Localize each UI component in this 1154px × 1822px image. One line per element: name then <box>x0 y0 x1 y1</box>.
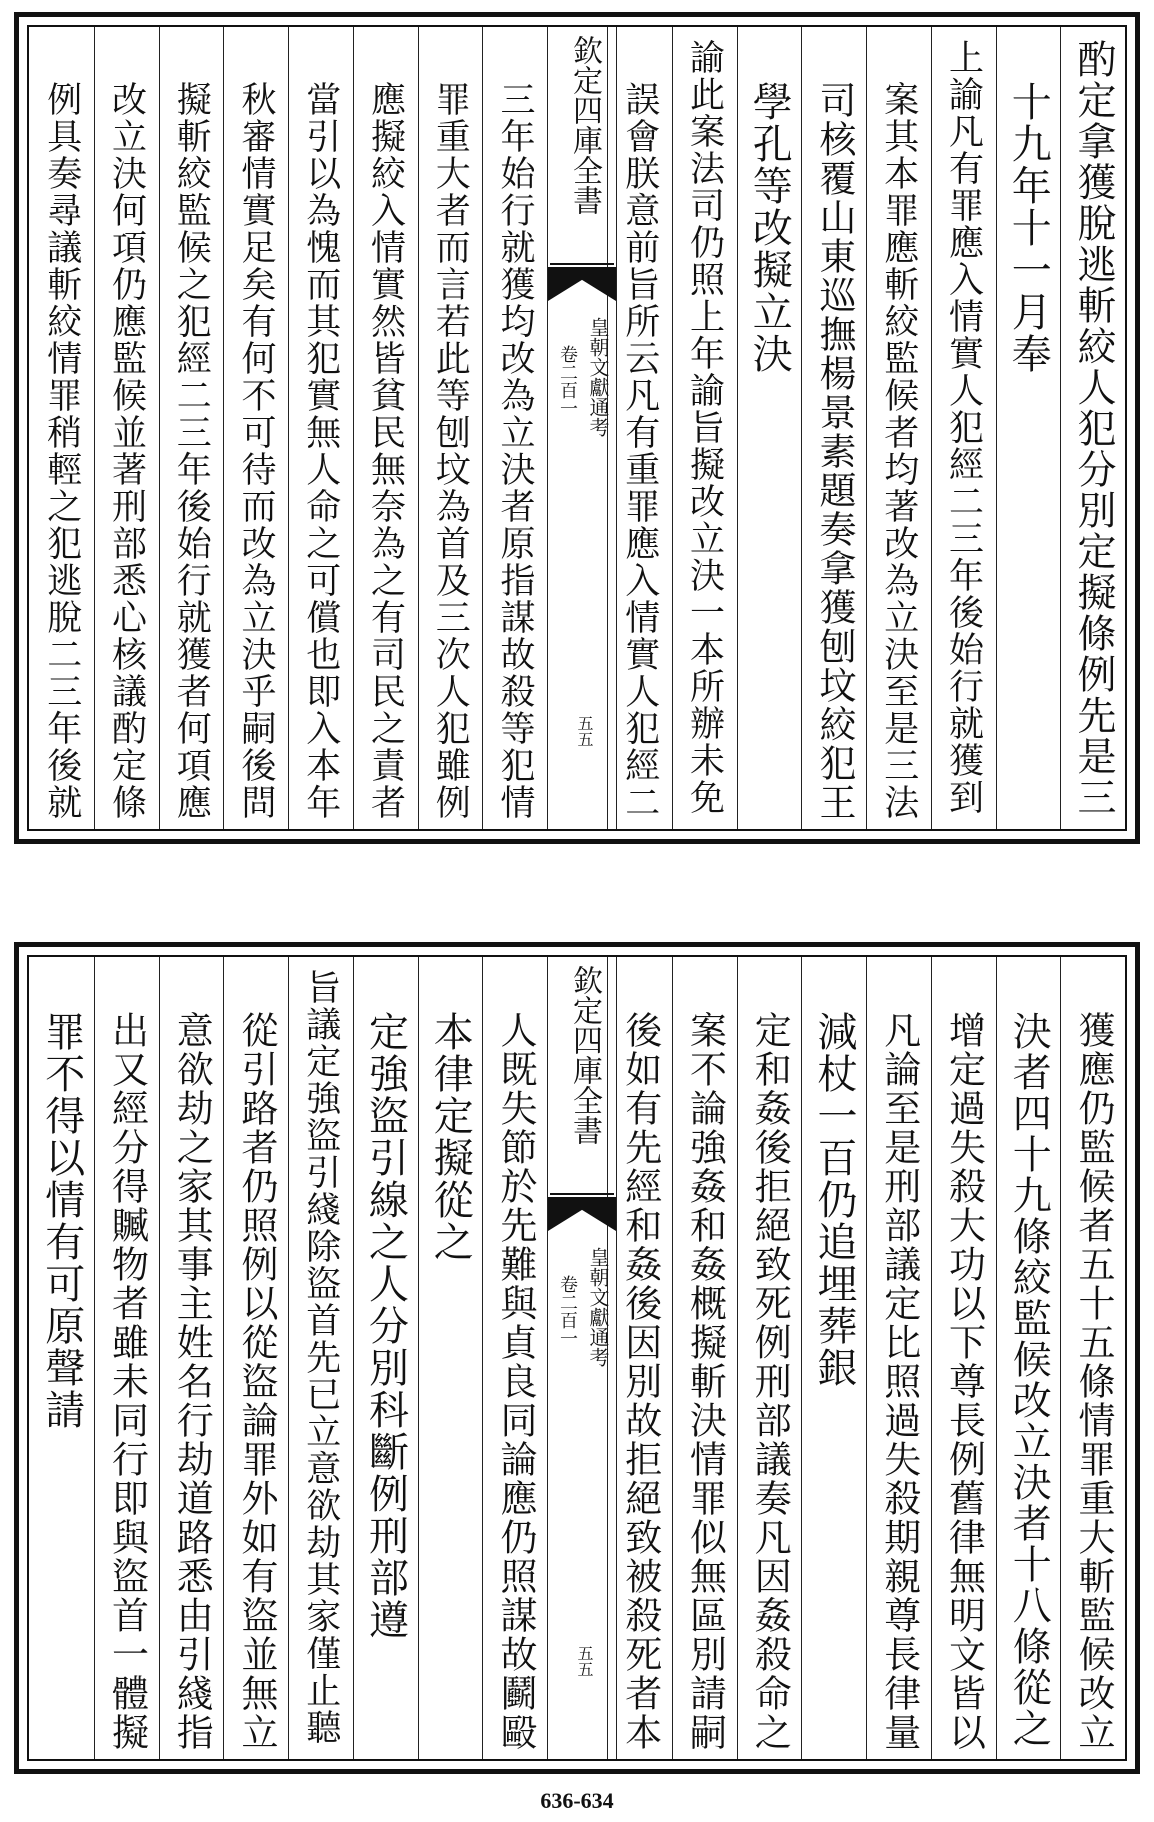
top-spine <box>547 27 617 829</box>
column-text: 罪不得以情有可原聲請 <box>38 1011 85 1431</box>
column-text: 獲應仍監候者五十五條情罪重大斬監候改立 <box>1072 1011 1115 1752</box>
book-title: 欽定四庫全書 <box>567 965 602 1145</box>
text-column <box>94 27 159 829</box>
fish-tail-mark <box>548 1197 616 1231</box>
text-column <box>482 27 547 829</box>
text-column <box>288 27 353 829</box>
text-column <box>418 957 483 1759</box>
text-column <box>1060 27 1125 829</box>
fish-tail-mark <box>548 267 616 301</box>
text-column <box>159 27 224 829</box>
column-text: 出又經分得贓物者雖未同行即與盜首一體擬 <box>105 1011 149 1752</box>
column-text: 上諭凡有罪應入情實人犯經二三年後始行就獲到 <box>943 39 984 816</box>
text-column <box>672 27 737 829</box>
bottom-spine <box>547 957 617 1759</box>
book-title: 欽定四庫全書 <box>567 35 602 215</box>
text-column <box>94 957 159 1759</box>
column-text: 罪重大者而言若此等刨坟為首及三次人犯雖例 <box>430 81 471 821</box>
text-column <box>353 27 418 829</box>
bottom-right-half <box>617 957 1125 1759</box>
text-column <box>29 27 94 829</box>
text-column <box>737 27 802 829</box>
column-text: 定強盜引線之人分別科斷例刑部遵 <box>362 1011 409 1641</box>
text-column <box>29 957 94 1759</box>
text-column <box>223 27 288 829</box>
page-number: 五五 <box>575 715 594 747</box>
text-column <box>866 957 931 1759</box>
column-text: 旨議定強盜引綫除盜首先已立意欲劫其家僅止聽 <box>300 969 341 1746</box>
column-text: 三年始行就獲均改為立決者原指謀故殺等犯情 <box>495 81 535 821</box>
page-number: 五五 <box>575 1645 594 1677</box>
column-text: 改立決何項仍應監候並著刑部悉心核議酌定條 <box>106 81 147 821</box>
text-column <box>931 27 996 829</box>
column-text: 司核覆山東巡撫楊景素題奏拿獲刨坟絞犯王 <box>813 81 856 822</box>
column-text: 擬斬絞監候之犯經二三年後始行就獲者何項應 <box>171 81 212 821</box>
column-text: 案不論強姦和姦概擬斬決情罪似無區別請嗣 <box>683 1011 727 1752</box>
text-column <box>159 957 224 1759</box>
text-column <box>418 27 483 829</box>
top-page <box>14 12 1140 844</box>
text-column <box>672 957 737 1759</box>
page-reference: 636-634 <box>540 1788 614 1813</box>
text-column <box>931 957 996 1759</box>
fish-tail-line <box>550 1193 614 1195</box>
column-text: 案其本罪應斬絞監候者均著改為立決至是三法 <box>878 81 919 821</box>
work-title: 皇朝文獻通考 <box>586 1247 610 1367</box>
column-text: 定和姦後拒絕致死例刑部議奏凡因姦殺命之 <box>748 1011 792 1752</box>
text-column <box>482 957 547 1759</box>
top-right-half <box>617 27 1125 829</box>
column-text: 秋審情實足矣有何不可待而改為立決乎嗣後問 <box>236 81 276 821</box>
volume-label: 卷二百一 <box>557 1275 578 1347</box>
text-column <box>288 957 353 1759</box>
column-text: 應擬絞入情實然皆貧民無奈為之有司民之責者 <box>365 81 406 821</box>
column-text: 凡論至是刑部議定比照過失殺期親尊長律量 <box>877 1011 921 1752</box>
volume-label: 卷二百一 <box>557 345 578 417</box>
text-column <box>223 957 288 1759</box>
text-column <box>353 957 418 1759</box>
bottom-left-half <box>29 957 547 1759</box>
column-text: 後如有先經和姦後因別故拒絕致被殺死者本 <box>618 1011 662 1752</box>
column-text: 十九年十一月奉 <box>1005 81 1052 375</box>
text-column <box>1060 957 1125 1759</box>
bottom-page-frame <box>27 955 1127 1761</box>
work-title: 皇朝文獻通考 <box>586 317 610 437</box>
bottom-page <box>14 942 1140 1774</box>
fish-tail-line <box>550 263 614 265</box>
column-text: 決者四十九條絞監候改立決者十八條從之 <box>1006 1011 1052 1749</box>
column-text: 酌定拿獲脫逃斬絞人犯分別定擬條例先是三 <box>1071 39 1116 818</box>
column-text: 諭此案法司仍照上年諭旨擬改立決一本所辦未免 <box>684 39 725 816</box>
text-column <box>737 957 802 1759</box>
column-text: 從引路者仍照例以從盜論罪外如有盜並無立 <box>235 1011 278 1752</box>
text-column <box>996 27 1061 829</box>
top-left-half <box>29 27 547 829</box>
top-page-frame <box>27 25 1127 831</box>
text-column <box>996 957 1061 1759</box>
column-text: 例具奏尋議斬絞情罪稍輕之犯逃脫二三年後就 <box>41 81 82 821</box>
column-text: 意欲劫之家其事主姓名行劫道路悉由引綫指 <box>170 1011 214 1752</box>
column-text: 學孔等改擬立決 <box>746 81 793 375</box>
column-text: 減杖一百仍追埋葬銀 <box>811 1011 857 1389</box>
text-column <box>866 27 931 829</box>
column-text: 人既失節於先難與貞良同論應仍照謀故鬬毆 <box>494 1011 537 1752</box>
column-text: 當引以為愧而其犯實無人命之可償也即入本年 <box>300 81 341 821</box>
text-column <box>801 27 866 829</box>
text-column <box>801 957 866 1759</box>
column-text: 誤會朕意前旨所云凡有重罪應入情實人犯經二 <box>619 81 660 821</box>
column-text: 增定過失殺大功以下尊長例舊律無明文皆以 <box>942 1011 986 1752</box>
column-text: 本律定擬從之 <box>427 1011 474 1263</box>
